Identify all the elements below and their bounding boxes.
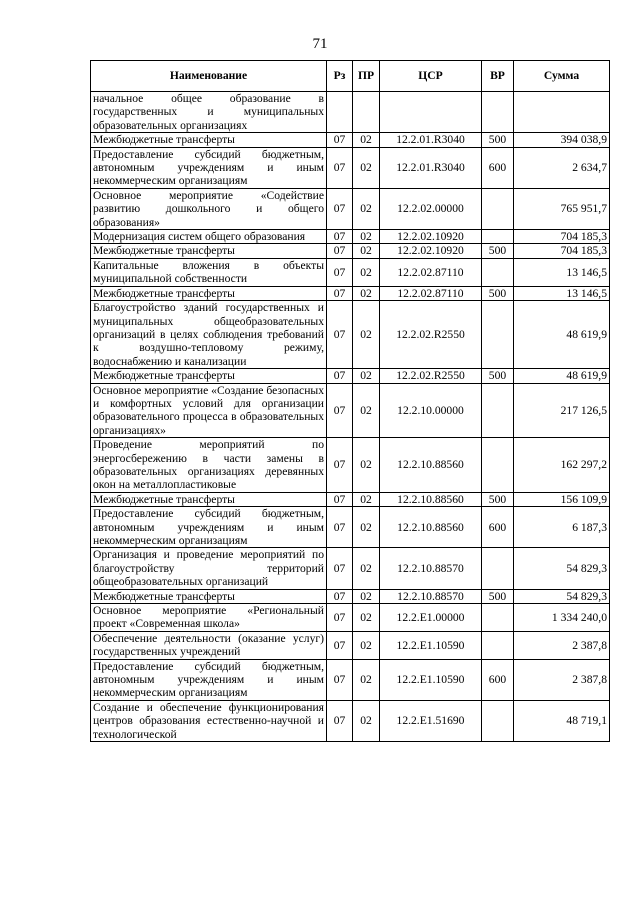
row-vr bbox=[482, 301, 514, 369]
row-name: Модернизация систем общего образования bbox=[91, 230, 327, 244]
row-vr: 600 bbox=[482, 659, 514, 700]
row-sum: 13 146,5 bbox=[514, 286, 610, 300]
row-rz: 07 bbox=[327, 438, 353, 493]
row-pr: 02 bbox=[353, 700, 380, 741]
row-name: Благоустройство зданий государственных и муниципальных общеобразовательных организаций в целях соблюдения требований к воздушно-тепловому режиму, водоснабжению и канализации bbox=[91, 301, 327, 369]
row-rz: 07 bbox=[327, 631, 353, 659]
row-csr: 12.2.E1.10590 bbox=[380, 631, 482, 659]
table-row bbox=[91, 244, 610, 258]
row-csr: 12.2.02.00000 bbox=[380, 188, 482, 229]
row-pr: 02 bbox=[353, 188, 380, 229]
row-name: Капитальные вложения в объекты муниципальной собственности bbox=[91, 258, 327, 286]
row-sum: 704 185,3 bbox=[514, 230, 610, 244]
header-vr: ВР bbox=[482, 61, 514, 92]
row-pr: 02 bbox=[353, 230, 380, 244]
row-vr bbox=[482, 631, 514, 659]
table-row bbox=[91, 258, 610, 286]
row-vr bbox=[482, 188, 514, 229]
table-row bbox=[91, 659, 610, 700]
row-sum: 217 126,5 bbox=[514, 383, 610, 438]
row-name: Основное мероприятие «Создание безопасных и комфортных условий для организации образовательного процесса в образовательных организациях» bbox=[91, 383, 327, 438]
row-vr bbox=[482, 383, 514, 438]
row-vr bbox=[482, 92, 514, 133]
row-rz: 07 bbox=[327, 492, 353, 506]
row-name: Обеспечение деятельности (оказание услуг) государственных учреждений bbox=[91, 631, 327, 659]
table-row bbox=[91, 492, 610, 506]
row-rz: 07 bbox=[327, 188, 353, 229]
row-pr: 02 bbox=[353, 244, 380, 258]
row-vr bbox=[482, 548, 514, 589]
row-pr: 02 bbox=[353, 507, 380, 548]
row-sum bbox=[514, 92, 610, 133]
row-csr: 12.2.10.88560 bbox=[380, 507, 482, 548]
row-sum: 48 719,1 bbox=[514, 700, 610, 741]
page-number: 71 bbox=[312, 36, 328, 52]
table-row bbox=[91, 604, 610, 632]
row-csr: 12.2.10.88560 bbox=[380, 492, 482, 506]
row-rz: 07 bbox=[327, 258, 353, 286]
row-csr: 12.2.01.R3040 bbox=[380, 147, 482, 188]
row-rz: 07 bbox=[327, 230, 353, 244]
row-csr bbox=[380, 92, 482, 133]
row-rz: 07 bbox=[327, 507, 353, 548]
row-rz: 07 bbox=[327, 700, 353, 741]
row-rz: 07 bbox=[327, 369, 353, 383]
table-row bbox=[91, 147, 610, 188]
row-csr: 12.2.10.00000 bbox=[380, 383, 482, 438]
row-name: Основное мероприятие «Региональный проект «Современная школа» bbox=[91, 604, 327, 632]
table-row bbox=[91, 230, 610, 244]
row-rz: 07 bbox=[327, 301, 353, 369]
row-name: Предоставление субсидий бюджетным, автономным учреждениям и иным некоммерческим организациям bbox=[91, 507, 327, 548]
row-vr bbox=[482, 438, 514, 493]
row-sum: 48 619,9 bbox=[514, 369, 610, 383]
header-name: Наименование bbox=[91, 61, 327, 92]
row-csr: 12.2.02.R2550 bbox=[380, 369, 482, 383]
budget-table bbox=[90, 60, 610, 742]
row-name: Межбюджетные трансферты bbox=[91, 133, 327, 147]
table-row bbox=[91, 133, 610, 147]
row-sum: 2 387,8 bbox=[514, 659, 610, 700]
row-sum: 2 387,8 bbox=[514, 631, 610, 659]
row-pr: 02 bbox=[353, 589, 380, 603]
row-pr: 02 bbox=[353, 438, 380, 493]
row-vr: 500 bbox=[482, 244, 514, 258]
row-sum: 704 185,3 bbox=[514, 244, 610, 258]
row-sum: 2 634,7 bbox=[514, 147, 610, 188]
row-vr: 500 bbox=[482, 369, 514, 383]
row-pr bbox=[353, 92, 380, 133]
table-row bbox=[91, 548, 610, 589]
row-vr bbox=[482, 230, 514, 244]
table-row bbox=[91, 369, 610, 383]
row-rz bbox=[327, 92, 353, 133]
row-sum: 1 334 240,0 bbox=[514, 604, 610, 632]
row-pr: 02 bbox=[353, 659, 380, 700]
row-csr: 12.2.E1.00000 bbox=[380, 604, 482, 632]
row-pr: 02 bbox=[353, 286, 380, 300]
row-rz: 07 bbox=[327, 604, 353, 632]
row-rz: 07 bbox=[327, 133, 353, 147]
row-csr: 12.2.02.87110 bbox=[380, 258, 482, 286]
row-name: Предоставление субсидий бюджетным, автономным учреждениям и иным некоммерческим организациям bbox=[91, 147, 327, 188]
row-name: Межбюджетные трансферты bbox=[91, 244, 327, 258]
row-sum: 54 829,3 bbox=[514, 548, 610, 589]
row-pr: 02 bbox=[353, 369, 380, 383]
row-pr: 02 bbox=[353, 258, 380, 286]
row-pr: 02 bbox=[353, 301, 380, 369]
table-row bbox=[91, 383, 610, 438]
row-sum: 394 038,9 bbox=[514, 133, 610, 147]
header-rz: Рз bbox=[327, 61, 353, 92]
row-vr bbox=[482, 700, 514, 741]
row-rz: 07 bbox=[327, 659, 353, 700]
row-rz: 07 bbox=[327, 589, 353, 603]
row-vr: 500 bbox=[482, 492, 514, 506]
row-pr: 02 bbox=[353, 492, 380, 506]
row-pr: 02 bbox=[353, 631, 380, 659]
row-name: Организация и проведение мероприятий по благоустройству территорий общеобразовательных организаций bbox=[91, 548, 327, 589]
row-sum: 13 146,5 bbox=[514, 258, 610, 286]
row-vr: 500 bbox=[482, 133, 514, 147]
row-sum: 162 297,2 bbox=[514, 438, 610, 493]
row-rz: 07 bbox=[327, 383, 353, 438]
row-vr bbox=[482, 258, 514, 286]
row-sum: 6 187,3 bbox=[514, 507, 610, 548]
row-csr: 12.2.10.88560 bbox=[380, 438, 482, 493]
row-rz: 07 bbox=[327, 286, 353, 300]
row-name: Межбюджетные трансферты bbox=[91, 369, 327, 383]
row-csr: 12.2.02.10920 bbox=[380, 244, 482, 258]
row-rz: 07 bbox=[327, 548, 353, 589]
row-name: Межбюджетные трансферты bbox=[91, 492, 327, 506]
table-header-row bbox=[91, 61, 610, 92]
row-vr: 500 bbox=[482, 286, 514, 300]
row-pr: 02 bbox=[353, 383, 380, 438]
row-vr: 500 bbox=[482, 589, 514, 603]
row-csr: 12.2.02.R2550 bbox=[380, 301, 482, 369]
header-pr: ПР bbox=[353, 61, 380, 92]
table-row bbox=[91, 438, 610, 493]
row-name: Межбюджетные трансферты bbox=[91, 589, 327, 603]
table-row bbox=[91, 507, 610, 548]
table-row bbox=[91, 301, 610, 369]
row-pr: 02 bbox=[353, 604, 380, 632]
row-rz: 07 bbox=[327, 147, 353, 188]
table-row bbox=[91, 589, 610, 603]
row-sum: 765 951,7 bbox=[514, 188, 610, 229]
table-row bbox=[91, 286, 610, 300]
row-csr: 12.2.10.88570 bbox=[380, 589, 482, 603]
header-sum: Сумма bbox=[514, 61, 610, 92]
row-csr: 12.2.02.10920 bbox=[380, 230, 482, 244]
row-csr: 12.2.E1.51690 bbox=[380, 700, 482, 741]
table-row bbox=[91, 631, 610, 659]
row-sum: 156 109,9 bbox=[514, 492, 610, 506]
row-name: Создание и обеспечение функционирования центров образования естественно-научной и технологической bbox=[91, 700, 327, 741]
row-vr: 600 bbox=[482, 147, 514, 188]
row-csr: 12.2.10.88570 bbox=[380, 548, 482, 589]
row-csr: 12.2.01.R3040 bbox=[380, 133, 482, 147]
row-vr bbox=[482, 604, 514, 632]
row-csr: 12.2.E1.10590 bbox=[380, 659, 482, 700]
row-pr: 02 bbox=[353, 548, 380, 589]
row-sum: 48 619,9 bbox=[514, 301, 610, 369]
row-name: Основное мероприятие «Содействие развитию дошкольного и общего образования» bbox=[91, 188, 327, 229]
row-csr: 12.2.02.87110 bbox=[380, 286, 482, 300]
row-pr: 02 bbox=[353, 147, 380, 188]
row-sum: 54 829,3 bbox=[514, 589, 610, 603]
row-vr: 600 bbox=[482, 507, 514, 548]
row-pr: 02 bbox=[353, 133, 380, 147]
table-row bbox=[91, 92, 610, 133]
row-name: начальное общее образование в государственных и муниципальных образовательных организациях bbox=[91, 92, 327, 133]
row-name: Межбюджетные трансферты bbox=[91, 286, 327, 300]
row-name: Проведение мероприятий по энергосбережению в части замены в образовательных организациях деревянных окон на металлопластиковые bbox=[91, 438, 327, 493]
row-rz: 07 bbox=[327, 244, 353, 258]
table-row bbox=[91, 188, 610, 229]
table-row bbox=[91, 700, 610, 741]
header-csr: ЦСР bbox=[380, 61, 482, 92]
row-name: Предоставление субсидий бюджетным, автономным учреждениям и иным некоммерческим организациям bbox=[91, 659, 327, 700]
